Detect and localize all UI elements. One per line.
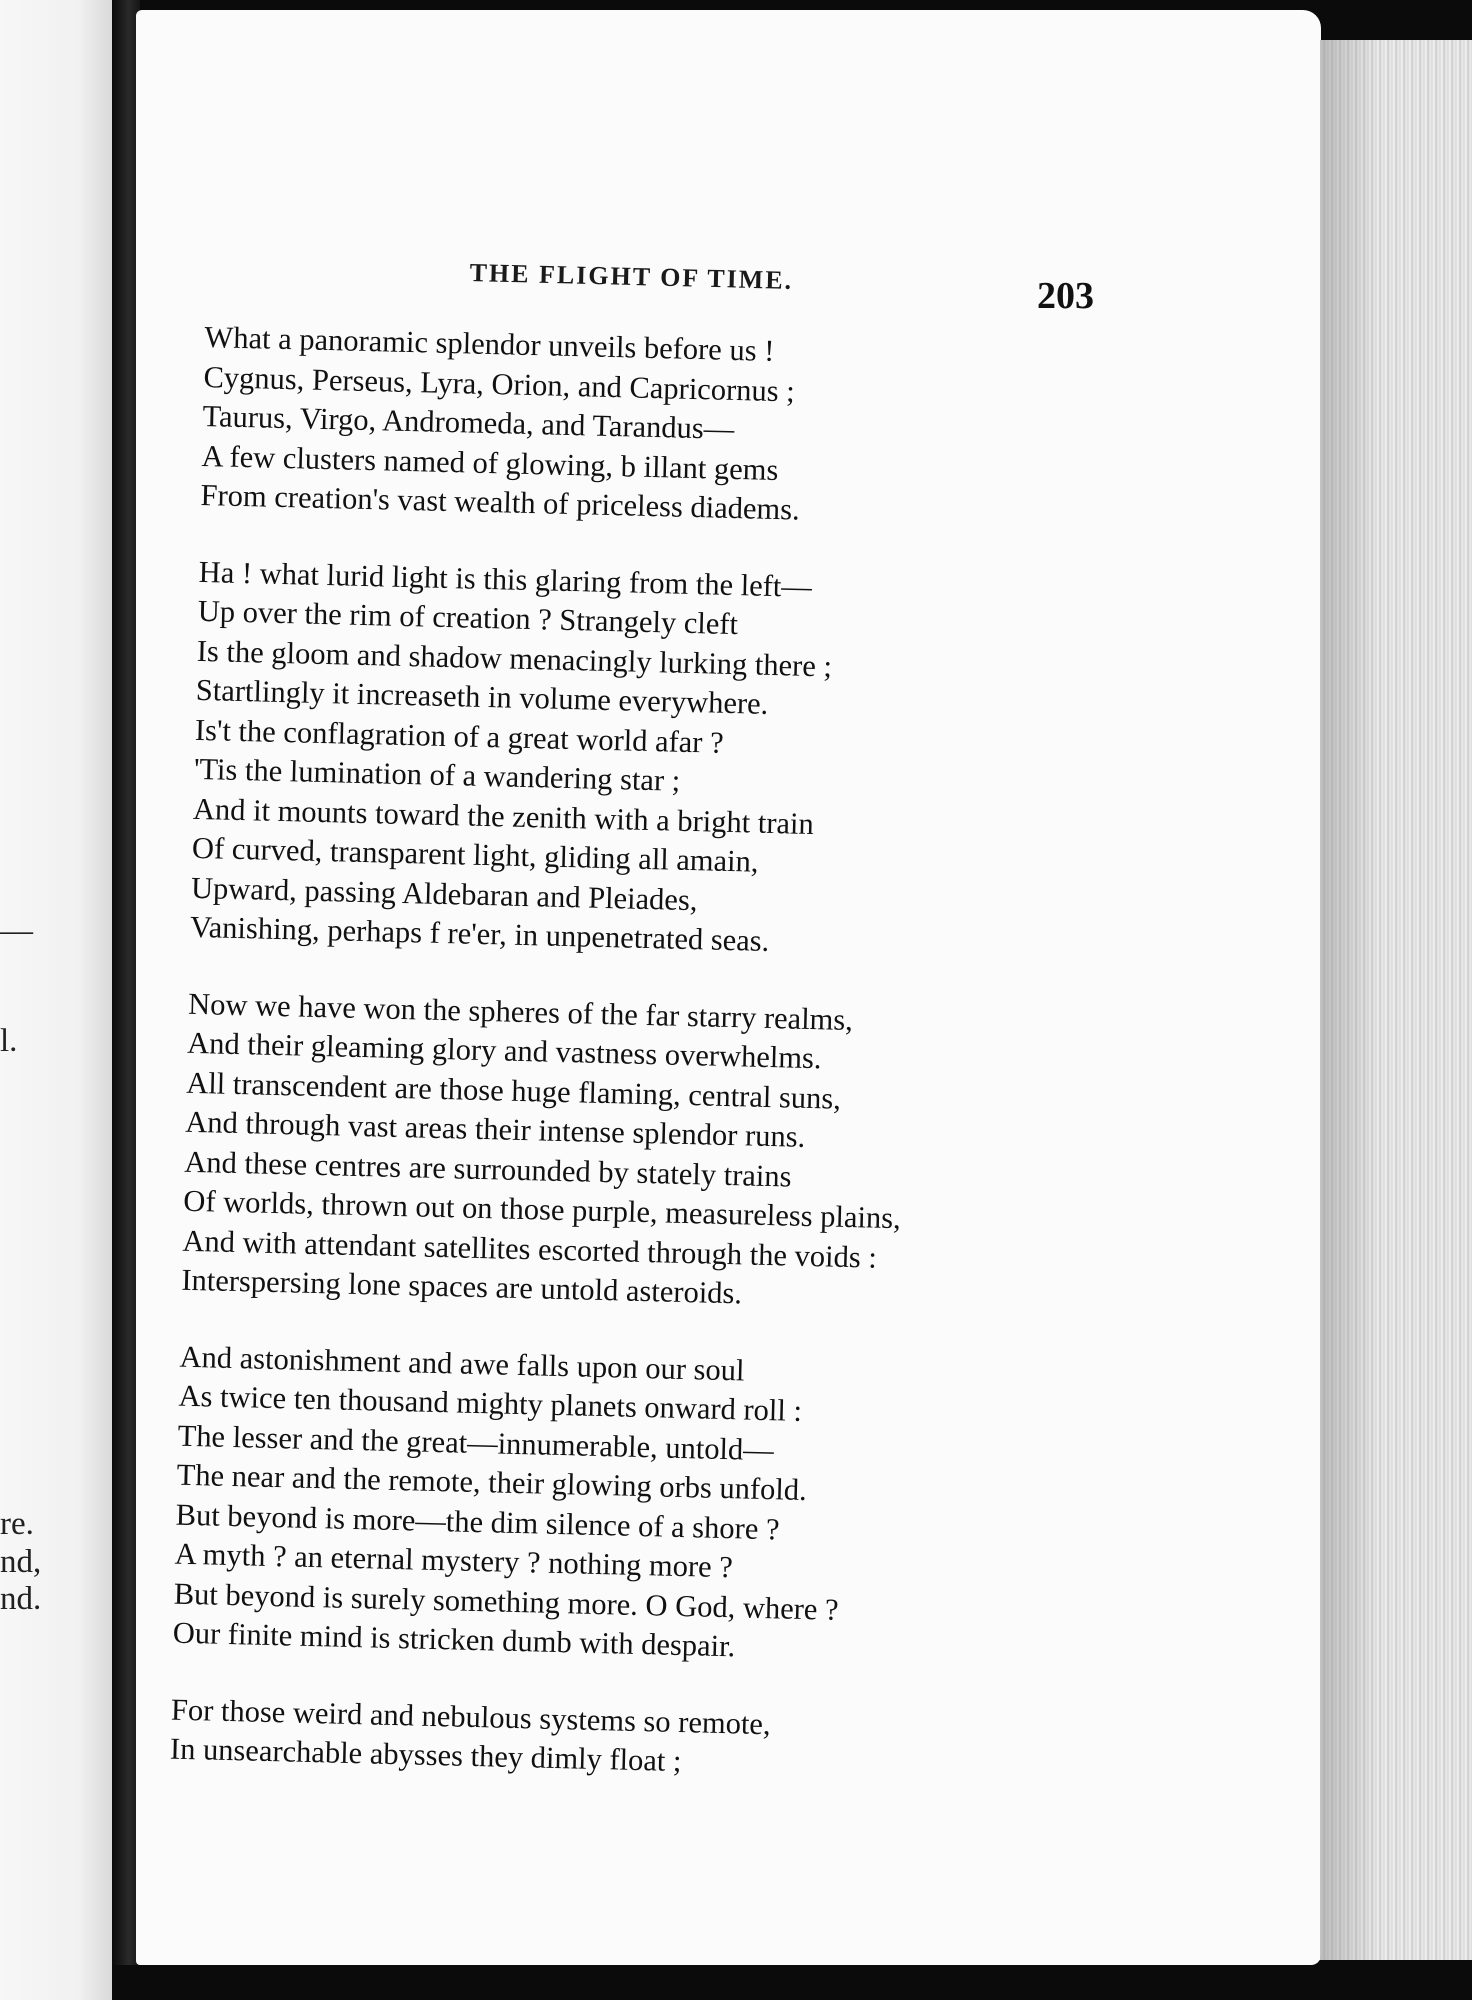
poem-line: But beyond is surely something more. O God, where ? [173,1576,840,1627]
poem-line: From creation's vast wealth of priceless diadems. [200,477,801,527]
stanza [172,1337,897,1670]
poem-line: Vanishing, perhaps f re'er, in unpenetrated seas. [189,909,770,958]
poem-line: But beyond is more—the dim silence of a shore ? [175,1497,780,1546]
stanza [200,318,922,533]
scan-background [112,1965,1472,2000]
poem-body [169,318,923,1824]
left-page-fragment: re. [0,1506,34,1542]
poem-line: All transcendent are those huge flaming, central suns, [185,1065,842,1116]
poem-line: Our finite mind is stricken dumb with despair. [172,1615,736,1664]
left-page-fragment: — [0,913,33,949]
poem-line: And with attendant satellites escorted through the voids : [182,1223,878,1275]
poem-line: The near and the remote, their glowing orbs unfold. [176,1457,808,1508]
poem-line: A myth ? an eternal mystery ? nothing more ? [174,1536,734,1585]
stanza [181,984,906,1317]
poem-line: Cygnus, Perseus, Lyra, Orion, and Capricornus ; [203,359,796,408]
poem-line: And through vast areas their intense splendor runs. [184,1104,806,1154]
poem-line: For those weird and nebulous systems so remote, [170,1692,772,1741]
left-page-fragment: l. [0,1023,18,1059]
poem-line: And their gleaming glory and vastness overwhelms. [186,1025,822,1076]
poem-line: And these centres are surrounded by stately trains [183,1144,792,1194]
poem-line: The lesser and the great—innumerable, untold— [177,1418,775,1467]
poem-line: Startlingly it increaseth in volume everywhere. [195,672,769,721]
poem-line: Of worlds, thrown out on those purple, measureless plains, [183,1183,902,1236]
poem-line: In unsearchable abysses they dimly float ; [169,1731,682,1779]
left-facing-page [0,0,112,2000]
poem-line: Upward, passing Aldebaran and Pleiades, [190,870,698,917]
poem-line: Is the gloom and shadow menacingly lurking there ; [196,633,833,683]
poem-line: Taurus, Virgo, Andromeda, and Tarandus— [202,398,735,446]
page-edge-shadow [1320,40,1380,1960]
poem-line: Up over the rim of creation ? Strangely cleft [197,593,739,642]
poem-line: A few clusters named of glowing, b illant gems [201,438,779,487]
left-page-fragment: nd. [0,1581,42,1617]
poem-line: And astonishment and awe falls upon our soul [179,1339,745,1387]
poem-line: 'Tis the lumination of a wandering star ; [193,751,681,798]
poem-line: Is't the conflagration of a great world afar ? [194,712,725,760]
page-number: 203 [1037,275,1094,317]
poem-line: Of curved, transparent light, gliding all amain, [191,830,759,879]
poem-line: Now we have won the spheres of the far starry realms, [187,986,854,1037]
poem-line: And it mounts toward the zenith with a bright train [192,791,815,841]
poem-line: Ha ! what lurid light is this glaring from the left— [198,554,813,604]
poem-line: Interspersing lone spaces are untold asteroids. [181,1262,743,1311]
poem-line: What a panoramic splendor unveils before us ! [204,319,775,368]
poem-line: As twice ten thousand mighty planets onward roll : [178,1378,803,1428]
left-page-fragment: nd, [0,1544,42,1580]
stanza [170,1690,889,1787]
running-head: THE FLIGHT OF TIME. [469,258,794,295]
stanza [190,552,917,964]
